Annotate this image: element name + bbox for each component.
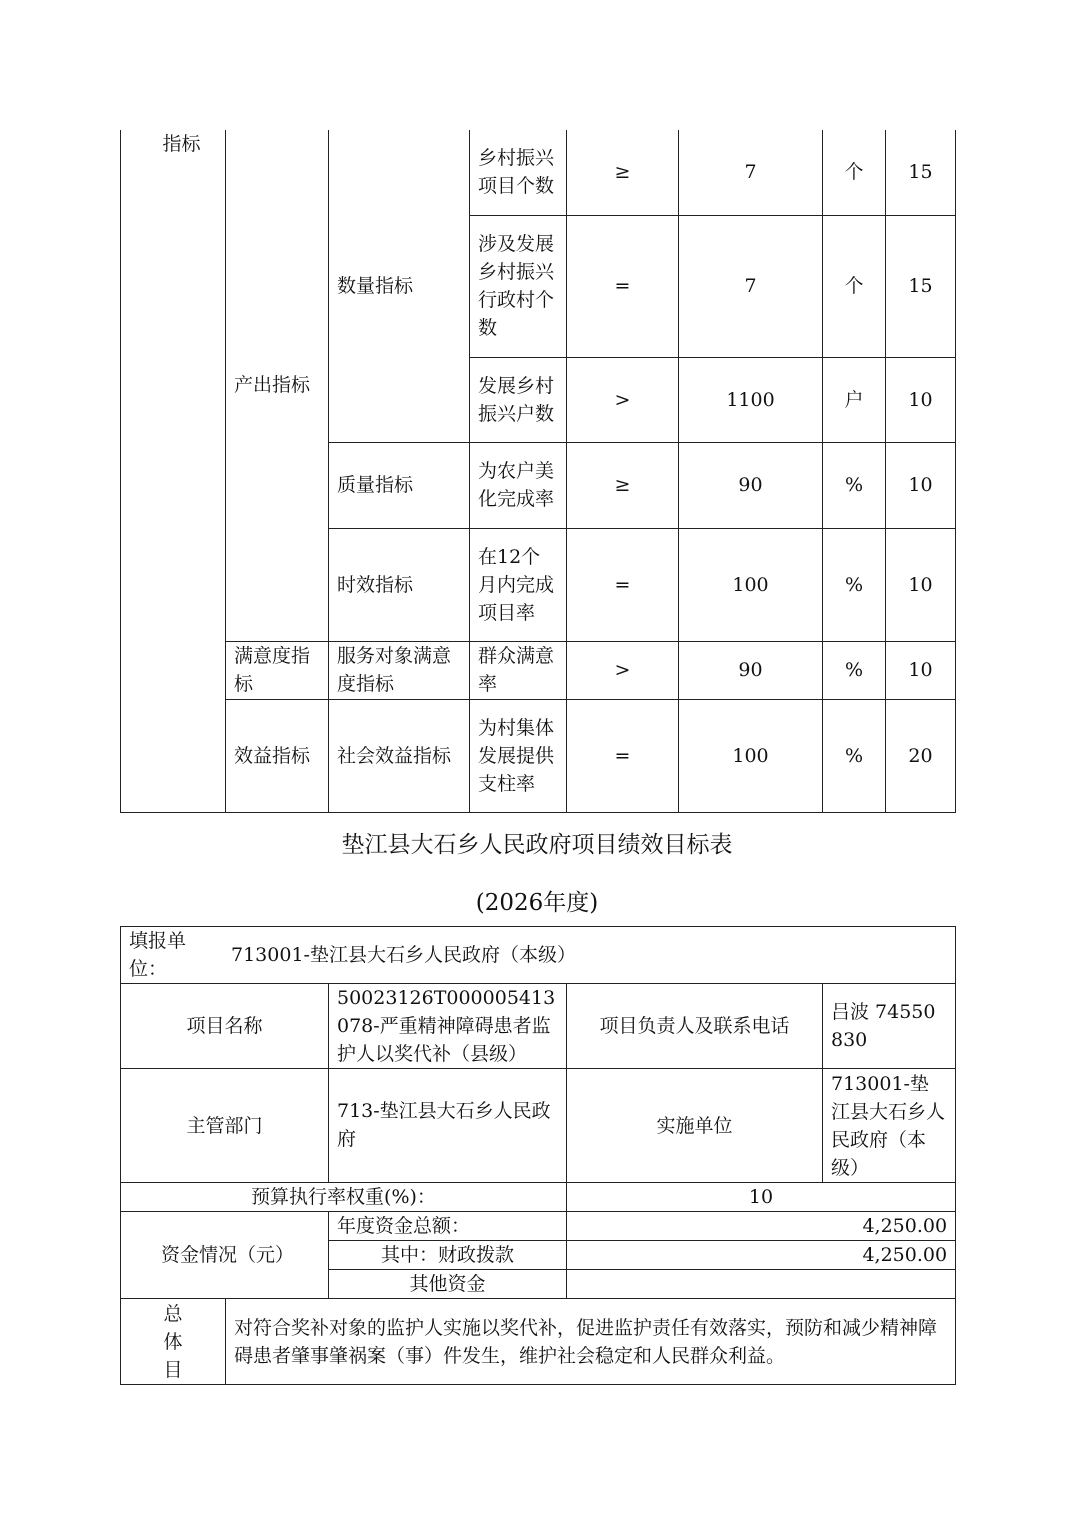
project-name-label: 项目名称 (121, 984, 329, 1069)
target-value: 100 (679, 699, 823, 812)
reporting-unit-label: 填报单位： (129, 930, 187, 980)
operator: = (567, 528, 679, 641)
weight: 10 (886, 528, 956, 641)
level2-benefit: 效益指标 (226, 699, 329, 812)
operator: > (567, 357, 679, 442)
contact-value: 吕波 74550830 (823, 984, 956, 1069)
indicator-table (120, 130, 956, 813)
dept-value: 713-垫江县大石乡人民政府 (329, 1069, 567, 1183)
contact-label: 项目负责人及联系电话 (567, 984, 823, 1069)
unit: 个 (823, 215, 886, 357)
level2-satisfaction: 满意度指标 (226, 641, 329, 699)
unit: 户 (823, 357, 886, 442)
funds-label: 资金情况（元） (121, 1212, 329, 1299)
budget-weight-value: 10 (567, 1183, 956, 1212)
weight: 15 (886, 215, 956, 357)
operator: ≥ (567, 442, 679, 528)
target-value: 100 (679, 528, 823, 641)
unit: % (823, 641, 886, 699)
operator: > (567, 641, 679, 699)
fund-label: 其他资金 (329, 1270, 567, 1299)
fund-label: 年度资金总额： (329, 1212, 567, 1241)
item: 发展乡村振兴户数 (470, 357, 567, 442)
page-title: 垫江县大石乡人民政府项目绩效目标表 (341, 832, 733, 858)
level1-cell: 指标 (121, 130, 226, 812)
fund-value: 4,250.00 (567, 1212, 956, 1241)
target-value: 7 (679, 215, 823, 357)
target-value: 90 (679, 641, 823, 699)
level3-service-satisfaction: 服务对象满意度指标 (329, 641, 470, 699)
level3-social-benefit: 社会效益指标 (329, 699, 470, 812)
overall-goal-text: 对符合奖补对象的监护人实施以奖代补，促进监护责任有效落实，预防和减少精神障碍患者肇事肇祸案（事）件发生，维护社会稳定和人民群众利益。 (226, 1299, 956, 1385)
unit: % (823, 699, 886, 812)
performance-form-table (120, 926, 956, 1385)
operator: = (567, 215, 679, 357)
item: 在12个月内完成项目率 (470, 528, 567, 641)
item: 为农户美化完成率 (470, 442, 567, 528)
target-value: 90 (679, 442, 823, 528)
unit: % (823, 528, 886, 641)
item: 乡村振兴项目个数 (470, 130, 567, 215)
fund-value (567, 1270, 956, 1299)
level3-quality: 质量指标 (329, 442, 470, 528)
page-subtitle: (2026年度) (475, 890, 599, 916)
item: 群众满意率 (470, 641, 567, 699)
item: 为村集体发展提供支柱率 (470, 699, 567, 812)
unit: % (823, 442, 886, 528)
target-value: 1100 (679, 357, 823, 442)
dept-label: 主管部门 (121, 1069, 329, 1183)
level2-output: 产出指标 (226, 130, 329, 641)
impl-unit-label: 实施单位 (567, 1069, 823, 1183)
unit: 个 (823, 130, 886, 215)
weight: 10 (886, 641, 956, 699)
impl-unit-value: 713001-垫江县大石乡人民政府（本级） (823, 1069, 956, 1183)
budget-weight-label: 预算执行率权重(%)： (121, 1183, 567, 1212)
reporting-unit-value: 713001-垫江县大石乡人民政府（本级） (231, 944, 576, 966)
weight: 20 (886, 699, 956, 812)
project-name-value: 50023126T000005413078-严重精神障碍患者监护人以奖代补（县级） (329, 984, 567, 1069)
fund-label: 其中：财政拨款 (329, 1241, 567, 1270)
fund-value: 4,250.00 (567, 1241, 956, 1270)
target-value: 7 (679, 130, 823, 215)
overall-goal-label: 总体目 (121, 1299, 226, 1385)
level3-timeliness: 时效指标 (329, 528, 470, 641)
item: 涉及发展乡村振兴行政村个数 (470, 215, 567, 357)
reporting-unit-row (121, 927, 956, 984)
operator: ≥ (567, 130, 679, 215)
weight: 15 (886, 130, 956, 215)
operator: = (567, 699, 679, 812)
weight: 10 (886, 357, 956, 442)
level3-quantity: 数量指标 (329, 130, 470, 442)
weight: 10 (886, 442, 956, 528)
